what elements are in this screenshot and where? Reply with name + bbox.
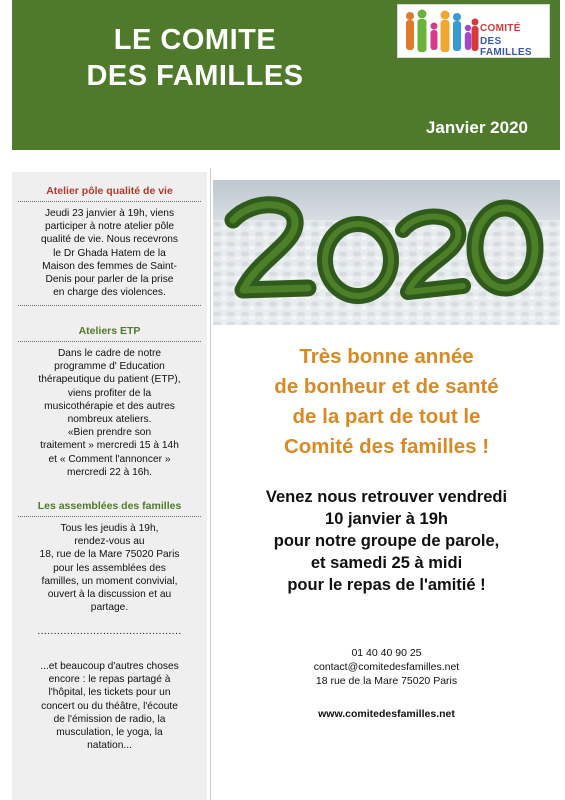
header-banner — [12, 0, 560, 150]
greeting-line: Comité des familles ! — [283, 435, 490, 458]
text-line: encore : le repas partagé à — [48, 674, 171, 686]
dotted-divider — [18, 201, 201, 202]
text-line: thérapeutique du patient (ETP), — [38, 374, 181, 386]
title-line-2: DES FAMILLES — [86, 60, 304, 92]
text-line: rendez-vous au — [74, 536, 145, 548]
text-line: ...et beaucoup d'autres choses — [40, 661, 179, 672]
text-line: et « Comment l'annoncer » — [48, 453, 171, 465]
section-body — [12, 207, 207, 299]
section-assemblees-des-familles — [12, 499, 207, 614]
separator-text: ............................................ — [37, 626, 182, 637]
text-line: 18, rue de la Mare 75020 Paris — [39, 549, 180, 561]
text-line: mercredi 22 à 16h. — [67, 466, 152, 478]
text-line: viens profiter de la — [67, 387, 152, 399]
text-line: programme d' Education — [54, 361, 165, 373]
contact-block — [213, 646, 560, 688]
text-line: Tous les jeudis à 19h, — [60, 523, 159, 534]
text-line: musicothérapie et des autres — [44, 400, 175, 412]
section-heading: Les assemblées des familles — [37, 500, 182, 512]
section-body — [12, 347, 207, 479]
section-heading: Ateliers ETP — [78, 325, 141, 337]
text-line: l'hôpital, les tickets pour un — [48, 687, 171, 699]
2020-photo-illustration — [213, 180, 560, 325]
text-line: natation... — [87, 740, 132, 752]
section-autres-activites — [12, 660, 207, 752]
dotted-divider — [18, 305, 201, 306]
newsletter-title — [60, 22, 330, 94]
postal-address: 18 rue de la Mare 75020 Paris — [315, 675, 458, 687]
phone-number: 01 40 40 90 25 — [351, 647, 422, 659]
text-line: ouvert à la discussion et au — [47, 589, 172, 601]
text-line: de l'émission de radio, la — [53, 713, 166, 725]
text-line: partage. — [90, 602, 129, 614]
text-line: Maison des femmes de Saint- — [42, 260, 177, 272]
text-line: le Dr Ghada Hatem de la — [53, 247, 166, 259]
text-line: Dans le cadre de notre — [57, 348, 162, 359]
new-year-greeting — [213, 342, 560, 462]
text-line: en charge des violences. — [53, 287, 166, 299]
invite-line: 10 janvier à 19h — [325, 510, 448, 528]
section-body — [12, 522, 207, 614]
family-silhouettes-icon — [402, 8, 480, 56]
sidebar — [12, 172, 207, 800]
text-line: Jeudi 23 janvier à 19h, viens — [44, 208, 175, 219]
issue-date: Janvier 2020 — [425, 118, 528, 137]
section-body — [12, 660, 207, 752]
column-divider — [210, 168, 211, 800]
website-link[interactable]: www.comitedesfamilles.net — [318, 708, 455, 720]
text-line: pour les assemblées des — [53, 562, 166, 574]
invite-line: pour notre groupe de parole, — [273, 532, 500, 550]
text-line: Denis pour parler de la prise — [45, 274, 174, 286]
section-ateliers-etp — [12, 324, 207, 479]
text-line: traitement » mercredi 15 à 14h — [40, 440, 179, 452]
dotted-separator — [12, 626, 207, 638]
text-line: nombreux ateliers. — [67, 414, 152, 426]
dotted-divider — [18, 341, 201, 342]
text-line: «Bien prendre son — [67, 427, 152, 439]
logo-text-line-2: DES FAMILLES — [480, 36, 532, 58]
text-line: participer à notre atelier pôle — [44, 221, 175, 233]
greeting-line: de la part de tout le — [292, 405, 481, 428]
text-line: qualité de vie. Nous recevrons — [40, 234, 179, 246]
invite-line: pour le repas de l'amitié ! — [287, 576, 486, 594]
invite-line: et samedi 25 à midi — [310, 554, 463, 572]
comite-logo — [397, 4, 550, 58]
greeting-line: de bonheur et de santé — [274, 375, 499, 398]
dotted-divider — [18, 516, 201, 517]
text-line: musculation, le yoga, la — [56, 727, 163, 739]
logo-text-line-1: COMITÉ — [480, 23, 521, 34]
greeting-line: Très bonne année — [299, 345, 474, 368]
invite-line: Venez nous retrouver vendredi — [265, 488, 508, 506]
2020-hedge-photo — [213, 180, 560, 325]
text-line: familles, un moment convivial, — [41, 575, 178, 587]
section-heading: Atelier pôle qualité de vie — [46, 185, 173, 197]
email-link[interactable]: contact@comitedesfamilles.net — [313, 661, 460, 673]
text-line: concert ou du théâtre, l'écoute — [41, 700, 178, 712]
title-line-1: LE COMITE — [113, 24, 277, 56]
event-invitation — [213, 486, 560, 596]
section-atelier-qualite-de-vie — [12, 184, 207, 311]
